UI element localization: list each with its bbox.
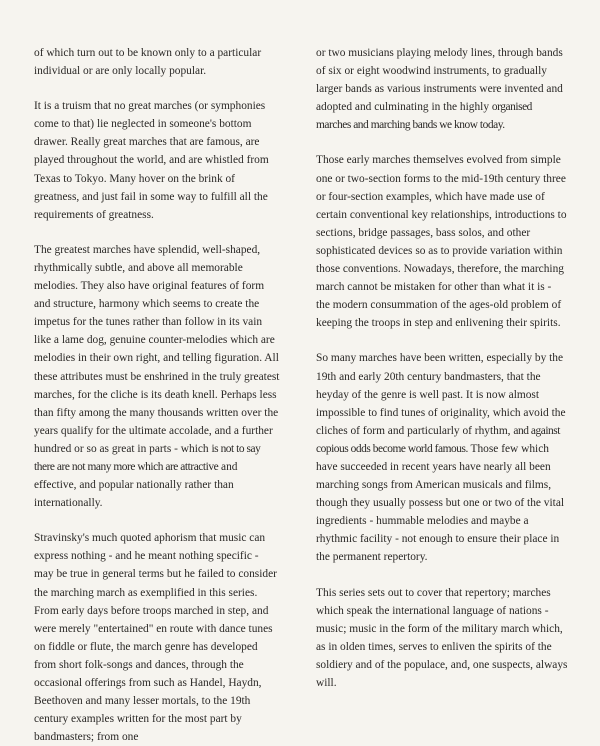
right-paragraph-1-part-a: or two musicians playing melody lines, through bands of six or eight woodwind instruments, to gradually larger bands as various instruments were invented and adopted and culminating in the highly — [316, 47, 563, 114]
right-paragraph-3 — [316, 349, 568, 566]
right-paragraph-1 — [316, 44, 568, 134]
right-paragraph-2: Those early marches themselves evolved from simple one or two-section forms to the mid-19th century three or four-section examples, which have made use of certain conventional key relationships, introductions to sections, bridge passages, bass solos, and other sophisticated devices so as to provide variation within those conventions. Nowadays, therefore, the marching march cannot be mistaken for other than what it is - the modern consummation of the ages-old problem of keeping the troops in step and enlivening their spirits. — [316, 154, 567, 330]
right-paragraph-3-condensed-line: and against copious odds become world famous. — [316, 424, 560, 455]
left-column — [34, 44, 280, 746]
left-paragraph-2: It is a truism that no great marches (or symphonies come to that) lie neglected in someone's bottom drawer. Really great marches that are famous, are played throughout the world, and are whistled from Texas to Tokyo. Many hover on the brink of greatness, and just fail in some way to fulfill all the requirements of greatness. — [34, 100, 269, 221]
left-paragraph-4: Stravinsky's much quoted aphorism that music can express nothing - and he meant nothing specific - may be true in general terms but he failed to consider the marching march as exemplified in this series. From early days before troops marched in step, and were merely "entertained" en route with dance tunes on fiddle or flute, the march genre has developed from short folk-songs and dances, through the occasional offerings from such as Handel, Haydn, Beethoven and many lesser mortals, to the 19th century examples written for the most part by bandmasters; from one — [34, 532, 277, 744]
left-paragraph-3 — [34, 241, 280, 512]
left-paragraph-3-part-a: The greatest marches have splendid, well-shaped, rhythmically subtle, and above all memorable melodies. They also have original features of form and structure, harmony which seems to create the impetus for the tunes rather than follow in its vain like a lame dog, genuine counter-melodies which are melodies in their own right, and telling figuration. All these attributes must be enshrined in the truly greatest marches, for the cliche is its death knell. Perhaps less than fifty among the many thousands written over the years qualify for the ultimate accolade, and a further hundred or so as great in parts - which — [34, 243, 280, 455]
left-paragraph-1: of which turn out to be known only to a particular individual or are only locally popular. — [34, 47, 262, 78]
right-paragraph-1-condensed-line: organised marches and marching bands we know today. — [316, 101, 532, 132]
right-paragraph-3-part-c: Those few which have succeeded in recent years have nearly all been marching songs from American musicals and films, though they usually possess but one or two of the vital ingredients - hummable melodies and maybe a rhythmic facility - not enough to ensure their place in the permanent repertory. — [316, 442, 565, 564]
left-paragraph-3-part-c: and effective, and popular nationally rather than internationally. — [34, 460, 238, 510]
right-paragraph-3-part-a: So many marches have been written, especially by the 19th and early 20th century bandmasters, that the heyday of the genre is well past. It is now almost impossible to find tunes of originality, which avoid the cliches of form and particularly of rhythm, — [316, 352, 566, 437]
left-paragraph-3-condensed-line: is not to say there are not many more which are attractive — [34, 442, 261, 473]
right-column — [316, 44, 568, 692]
right-paragraph-4: This series sets out to cover that repertory; marches which speak the international language of nations - music; music in the form of the military march which, as in olden times, serves to enliven the spirits of the soldiery and of the populace, and, one suspects, always will. — [316, 586, 568, 689]
